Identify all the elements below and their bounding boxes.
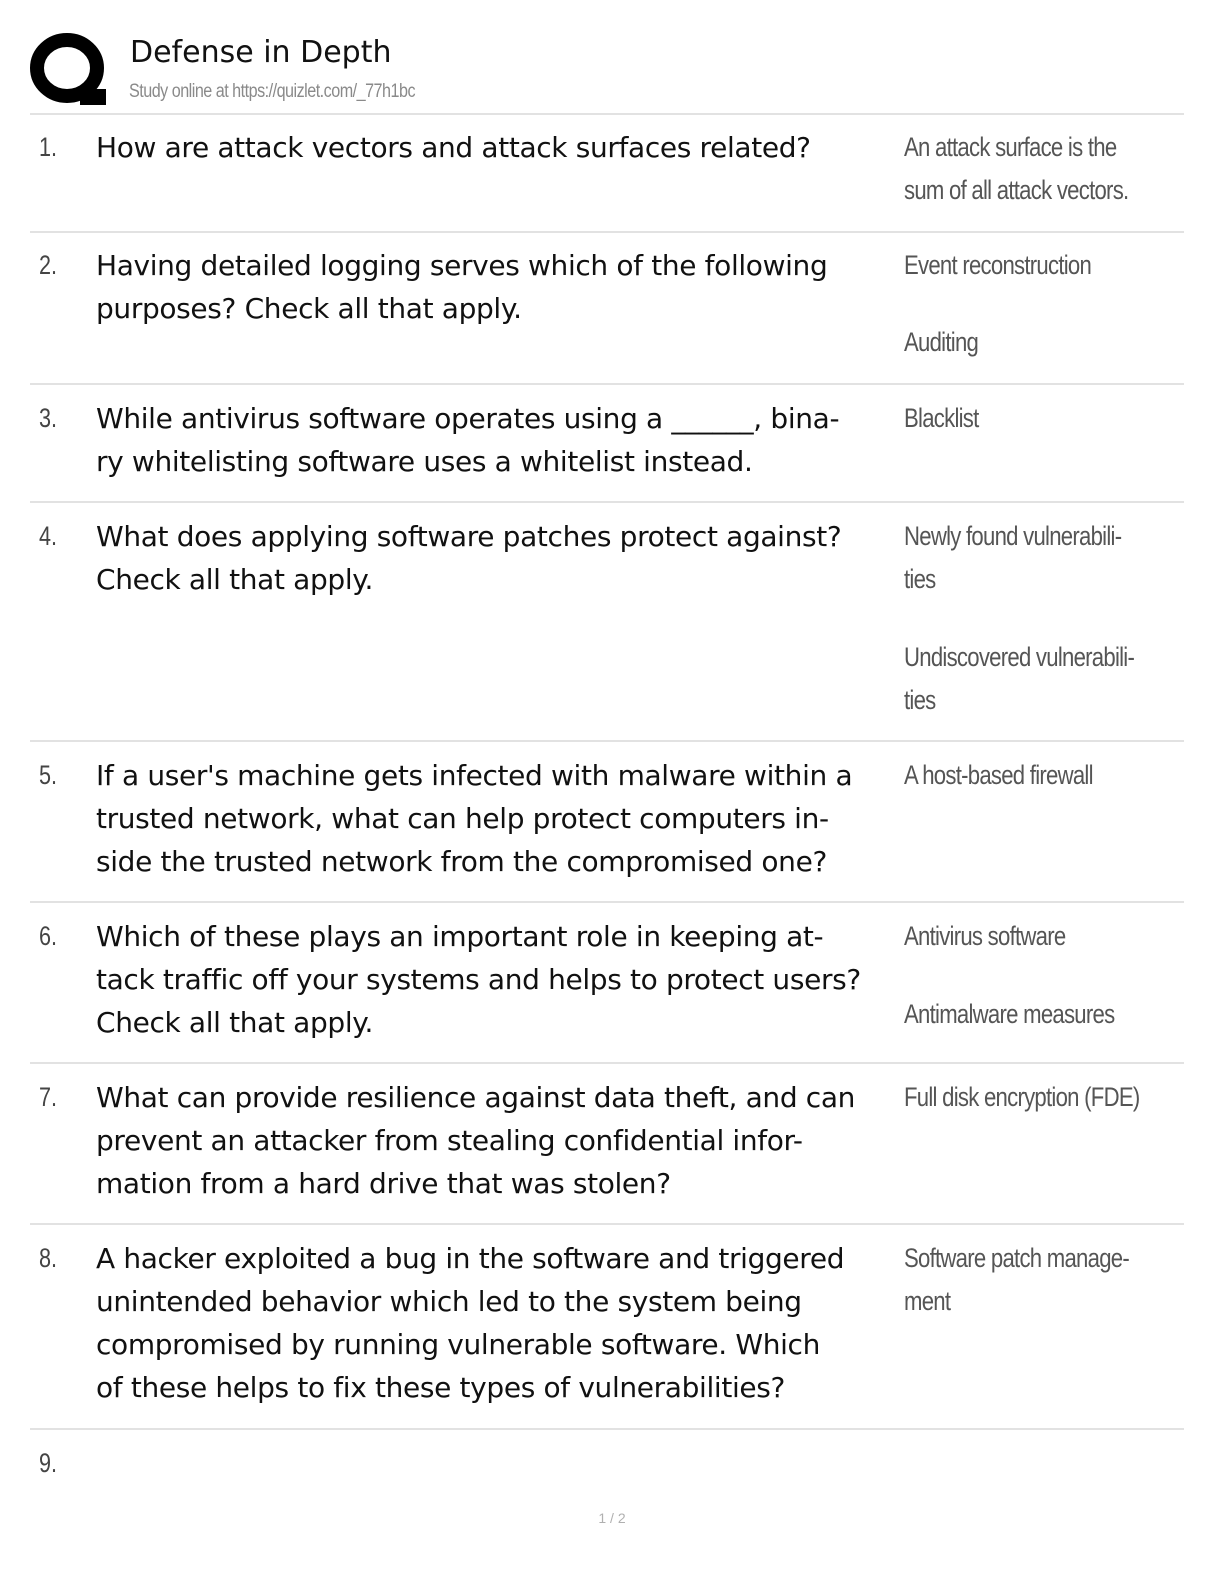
divider — [30, 501, 1184, 503]
question-line: unintended behavior which led to the system being — [96, 1285, 802, 1318]
answer-line: Newly found vulnerabili- — [904, 521, 1122, 551]
page-number: 1 / 2 — [598, 1510, 626, 1526]
divider — [30, 1428, 1184, 1430]
answer-line: Auditing — [904, 327, 979, 357]
question-text — [96, 754, 896, 883]
answer-line: Full disk encryption (FDE) — [904, 1082, 1140, 1112]
question-line: mation from a hard drive that was stolen? — [96, 1167, 671, 1200]
question-text — [96, 1237, 896, 1409]
question-text — [96, 915, 896, 1044]
answer-text — [904, 915, 1150, 1036]
question-text — [96, 397, 896, 483]
divider — [30, 1062, 1184, 1064]
divider — [30, 231, 1184, 233]
question-line: trusted network, what can help protect computers in- — [96, 802, 829, 835]
study-online-link[interactable]: Study online at https://quizlet.com/_77h1bc — [129, 81, 416, 102]
item-number: 2. — [39, 250, 58, 280]
divider — [30, 113, 1184, 115]
question-line: compromised by running vulnerable software. Which — [96, 1328, 821, 1361]
question-text — [96, 126, 896, 169]
quizlet-logo-icon — [30, 31, 108, 107]
item-number: 3. — [39, 403, 58, 433]
question-line: ry whitelisting software uses a whitelist instead. — [96, 445, 753, 478]
question-line: tack traffic off your systems and helps to protect users? — [96, 963, 861, 996]
question-line: A hacker exploited a bug in the software and triggered — [96, 1242, 845, 1275]
question-line: What does applying software patches protect against? — [96, 520, 842, 553]
question-line: of these helps to fix these types of vulnerabilities? — [96, 1371, 786, 1404]
question-line: Which of these plays an important role in keeping at- — [96, 920, 824, 953]
question-line: While antivirus software operates using a ______, bina- — [96, 402, 840, 435]
item-number: 9. — [39, 1448, 58, 1478]
answer-line: Blacklist — [904, 403, 979, 433]
question-line: Check all that apply. — [96, 1006, 374, 1039]
answer-text — [904, 754, 1150, 797]
answer-text — [904, 515, 1150, 722]
answer-text — [904, 244, 1150, 364]
item-number: 6. — [39, 921, 58, 951]
item-number: 8. — [39, 1243, 58, 1273]
answer-line: A host-based firewall — [904, 760, 1093, 790]
question-line: How are attack vectors and attack surfaces related? — [96, 131, 811, 164]
answer-text — [904, 1237, 1150, 1323]
divider — [30, 901, 1184, 903]
question-text — [96, 1076, 896, 1205]
divider — [30, 383, 1184, 385]
question-text — [96, 244, 896, 330]
question-line: purposes? Check all that apply. — [96, 292, 522, 325]
divider — [30, 740, 1184, 742]
page-title: Defense in Depth — [130, 35, 392, 70]
answer-line: Undiscovered vulnerabili- — [904, 642, 1135, 672]
answer-text — [904, 126, 1150, 212]
answer-line: Antimalware measures — [904, 999, 1115, 1029]
item-number: 5. — [39, 760, 58, 790]
question-line: If a user's machine gets infected with malware within a — [96, 759, 853, 792]
answer-line: ties — [904, 564, 936, 594]
item-number: 1. — [39, 132, 58, 162]
answer-line: ment — [904, 1286, 951, 1316]
answer-line: Software patch manage- — [904, 1243, 1129, 1273]
answer-line: ties — [904, 685, 936, 715]
answer-line: sum of all attack vectors. — [904, 175, 1129, 205]
divider — [30, 1223, 1184, 1225]
answer-text — [904, 1076, 1150, 1119]
item-number: 4. — [39, 521, 58, 551]
question-line: What can provide resilience against data theft, and can — [96, 1081, 856, 1114]
answer-line: Event reconstruction — [904, 250, 1092, 280]
question-text — [96, 515, 896, 601]
answer-line: An attack surface is the — [904, 132, 1117, 162]
question-line: prevent an attacker from stealing confidential infor- — [96, 1124, 803, 1157]
question-line: Check all that apply. — [96, 563, 374, 596]
item-number: 7. — [39, 1082, 58, 1112]
answer-line: Antivirus software — [904, 921, 1066, 951]
question-line: Having detailed logging serves which of the following — [96, 249, 828, 282]
answer-text — [904, 397, 1150, 440]
question-line: side the trusted network from the compromised one? — [96, 845, 827, 878]
